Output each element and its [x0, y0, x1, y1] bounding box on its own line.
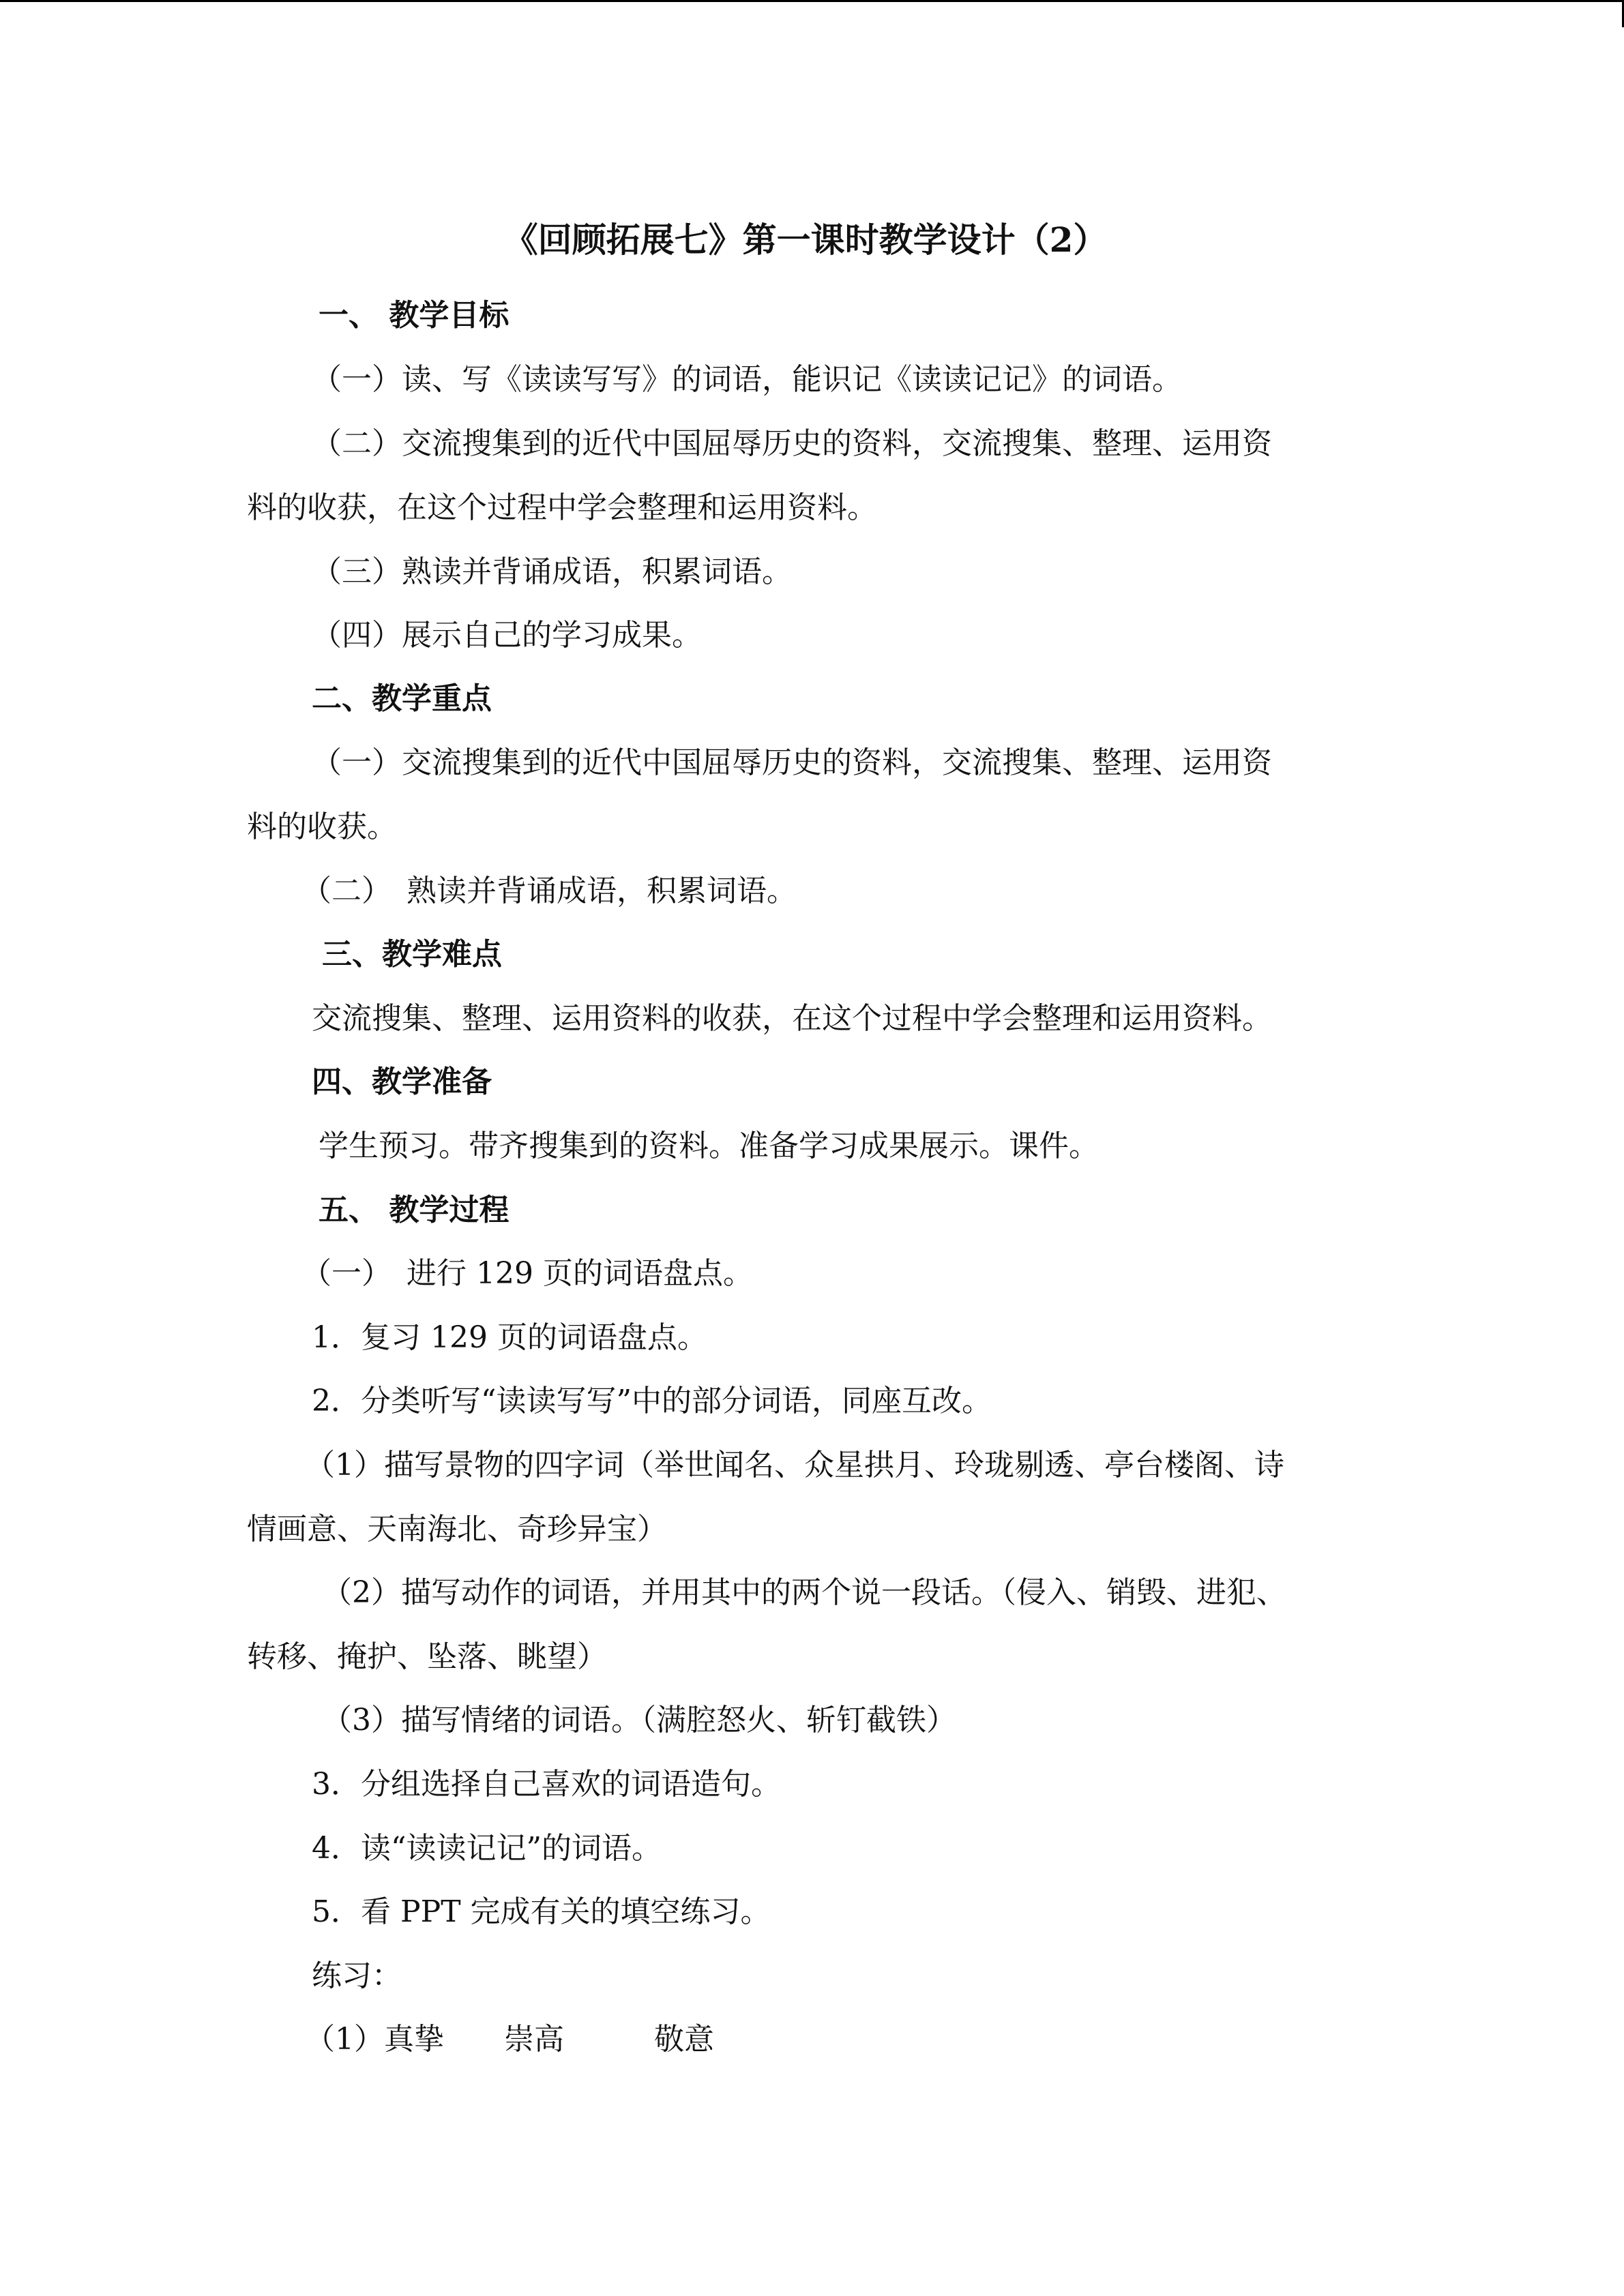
key-point-item-1-cont: 料的收获。: [247, 809, 397, 844]
process-item-2: 1．复习 129 页的词语盘点。: [312, 1320, 707, 1355]
section-heading-goals: 一、 教学目标: [319, 298, 510, 333]
difficulty-item-1: 交流搜集、整理、运用资料的收获，在这个过程中学会整理和运用资料。: [312, 1001, 1272, 1036]
goal-item-2-cont: 料的收获，在这个过程中学会整理和运用资料。: [247, 490, 877, 525]
key-point-item-2: （二） 熟读并背诵成语，积累词语。: [301, 874, 797, 908]
process-item-5: （2）描写动作的词语，并用其中的两个说一段话。（侵入、销毁、进犯、: [322, 1575, 1286, 1610]
section-heading-process: 五、 教学过程: [319, 1193, 510, 1227]
process-item-3: 2．分类听写“读读写写”中的部分词语，同座互改。: [312, 1384, 992, 1418]
goal-item-4: （四）展示自己的学习成果。: [312, 618, 702, 653]
exercise-item-1: （1）真挚 崇高 敬意: [305, 2022, 714, 2057]
process-item-1: （一） 进行 129 页的词语盘点。: [301, 1256, 753, 1291]
process-item-8: 4．读“读读记记”的词语。: [312, 1831, 662, 1866]
goal-item-1: （一）读、写《读读写写》的词语，能识记《读读记记》的词语。: [312, 362, 1182, 397]
goal-item-3: （三）熟读并背诵成语，积累词语。: [312, 554, 792, 589]
process-item-7: 3．分组选择自己喜欢的词语造句。: [312, 1767, 781, 1802]
section-heading-key-points: 二、教学重点: [312, 681, 492, 716]
process-item-5-cont: 转移、掩护、坠落、眺望）: [247, 1639, 607, 1674]
exercise-label: 练习：: [312, 1958, 402, 1993]
key-point-item-1: （一）交流搜集到的近代中国屈辱历史的资料，交流搜集、整理、运用资: [312, 745, 1272, 780]
goal-item-2: （二）交流搜集到的近代中国屈辱历史的资料，交流搜集、整理、运用资: [312, 426, 1272, 461]
process-item-4: （1）描写景物的四字词（举世闻名、众星拱月、玲珑剔透、亭台楼阁、诗: [305, 1448, 1284, 1482]
page-top-border: [0, 0, 1624, 2]
preparation-item-1: 学生预习。带齐搜集到的资料。准备学习成果展示。课件。: [319, 1129, 1099, 1163]
process-item-9: 5．看 PPT 完成有关的填空练习。: [312, 1894, 771, 1929]
document-title: 《回顾拓展七》第一课时教学设计（2）: [503, 220, 1108, 260]
process-item-6: （3）描写情绪的词语。（满腔怒火、斩钉截铁）: [322, 1703, 956, 1738]
process-item-4-cont: 情画意、天南海北、奇珍异宝）: [247, 1512, 667, 1547]
section-heading-preparation: 四、教学准备: [312, 1064, 492, 1099]
section-heading-difficulties: 三、教学难点: [322, 937, 502, 972]
